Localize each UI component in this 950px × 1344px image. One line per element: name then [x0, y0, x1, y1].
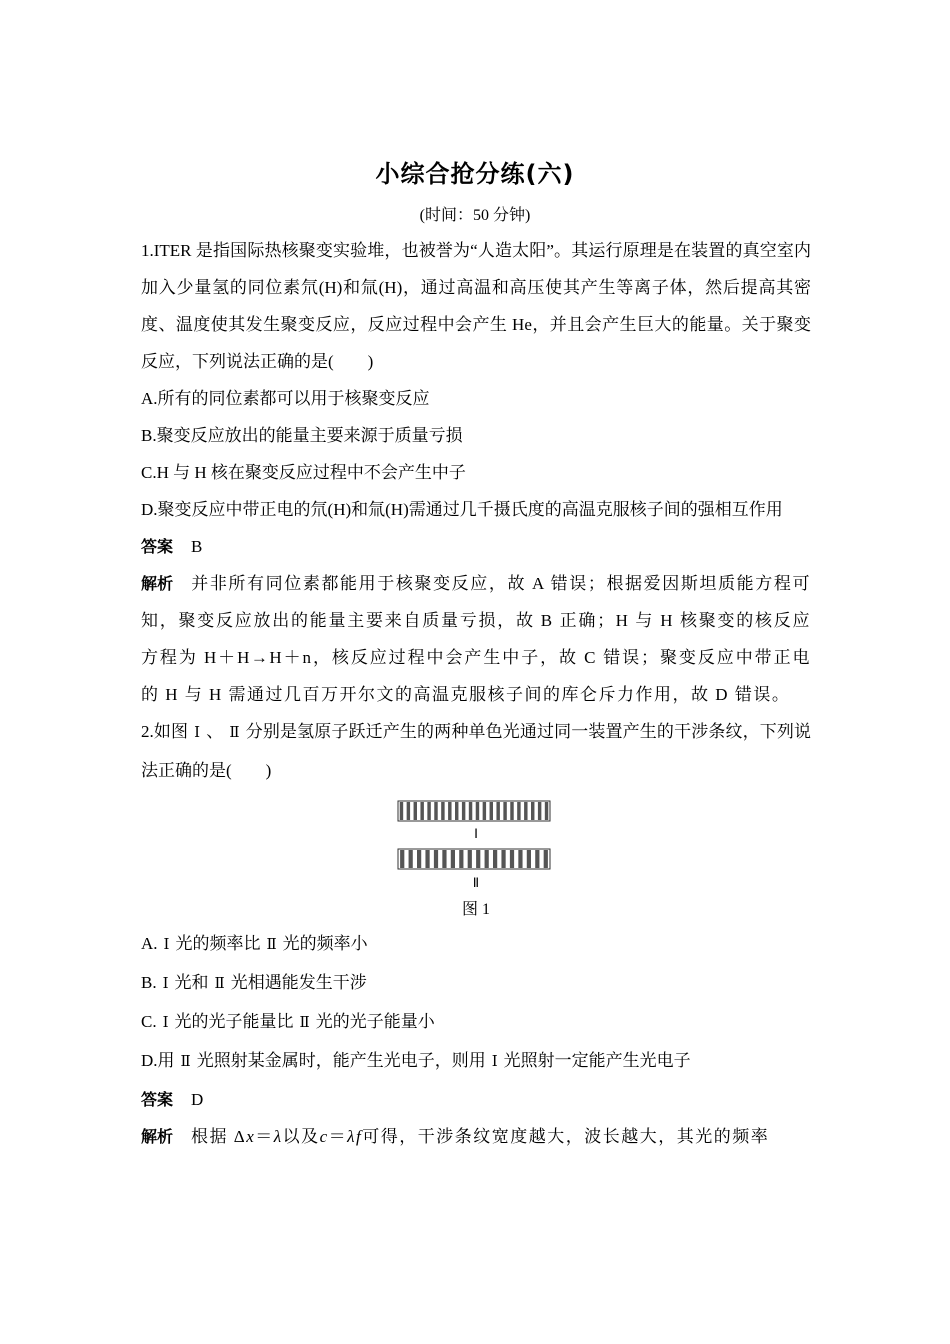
fringe-strip-1-bar	[407, 802, 410, 820]
answer-label: 答案	[141, 537, 174, 556]
q2-answer	[141, 1081, 811, 1118]
opt-roman-2: Ⅱ	[299, 1015, 310, 1031]
q1-stem: 1.ITER 是指国际热核聚变实验堆，也被誉为“人造太阳”。其运行原理是在装置的真空室内加入少量氢的同位素氘(H)和氚(H)，通过高温和高压使其产生等离子体，然后提高其密度、温度使其发生聚变反应，反应过程中会产生 He，并且会产生巨大的能量。关于聚变反应，下列说法正确的是( )	[141, 241, 811, 371]
fringe-strip-1-bar	[510, 802, 513, 820]
opt-mid: 光的频率比	[175, 934, 261, 953]
fringe-strip-2-bar	[527, 850, 531, 868]
fringe-strip-1-bar	[469, 802, 472, 820]
opt-end: 光照射一定能产生光电子	[503, 1051, 691, 1070]
var-lambda: λ	[273, 1127, 283, 1146]
opt-end: 光相遇能发生干涉	[230, 973, 367, 992]
opt-roman-1: Ⅰ	[162, 1015, 169, 1031]
fringe-strip-1-bar	[524, 802, 527, 820]
analysis-part: ＝	[328, 1127, 348, 1146]
opt-prefix: C.	[141, 1012, 157, 1031]
opt-mid: 光照射某金属时，能产生光电子，则用	[196, 1051, 486, 1070]
q1-answer	[141, 528, 811, 565]
opt-end: 光的频率小	[282, 934, 368, 953]
q1-option-c: C.H 与 H 核在聚变反应过程中不会产生中子	[141, 463, 466, 482]
fringe-strip-2	[398, 849, 550, 869]
var-lambda: λ	[347, 1127, 357, 1146]
opt-roman-2: Ⅱ	[214, 976, 225, 992]
fringe-strip-1-bar	[496, 802, 499, 820]
analysis-text	[191, 1127, 769, 1146]
analysis-part: 根据 Δ	[191, 1127, 247, 1146]
q2-analysis	[141, 1118, 811, 1155]
q2-stem-rest: 分别是氢原子跃迁产生的两种单色光通过同一装置产生的干涉条纹，下列说法正确的是( )	[141, 722, 812, 780]
q2-stem-start: 2.如图	[141, 722, 189, 741]
fringe-strip-2-bar	[451, 850, 455, 868]
fringe-strip-2-bar	[400, 850, 404, 868]
fringe-strip-1-bar	[462, 802, 465, 820]
fringe-strip-1-bar	[503, 802, 506, 820]
analysis-part: 可得，干涉条纹宽度越大，波长越大，其光的频率	[362, 1127, 770, 1146]
fringe-strip-1-bar	[427, 802, 430, 820]
fringe-strip-2-bar	[535, 850, 539, 868]
fringe-strip-2-bar	[409, 850, 413, 868]
fringe-strip-1-bar	[448, 802, 451, 820]
q1-option-b: B.聚变反应放出的能量主要来源于质量亏损	[141, 426, 463, 445]
fringe-pattern-image	[396, 797, 556, 893]
fringe-strip-1-bar	[545, 802, 548, 820]
q1-analysis	[141, 565, 811, 713]
q1-option-d: D.聚变反应中带正电的氘(H)和氚(H)需通过几千摄氏度的高温克服核子间的强相互作用	[141, 500, 783, 519]
var-c: c	[319, 1127, 329, 1146]
q2-option-b	[141, 964, 811, 1003]
q2-stem-roman-1: Ⅰ	[194, 725, 201, 741]
fringe-strip-2-bar	[501, 850, 505, 868]
analysis-part: 以及	[282, 1127, 320, 1146]
fringe-label-1: Ⅰ	[474, 826, 478, 841]
analysis-text: 并非所有同位素都能用于核聚变反应，故 A 错误；根据爱因斯坦质能方程可知，聚变反应放出的能量主要来自质量亏损，故 B 正确；H 与 H 核聚变的核反应方程为 H＋H→H＋n，核反应过程中会产生中子，故 C 错误；聚变反应中带正电的 H 与 H 需通过几百万开尔文的高温克服核子间的库仑斥力作用，故 D 错误。	[141, 574, 811, 704]
opt-prefix: A.	[141, 934, 158, 953]
fringe-strip-2-bar	[425, 850, 429, 868]
answer-value: B	[191, 537, 203, 556]
fringe-strip-2-bar	[417, 850, 421, 868]
fringe-strip-2-bar	[476, 850, 480, 868]
q2-stem	[141, 713, 811, 789]
fringe-strip-1-bar	[483, 802, 486, 820]
fringe-strip-2-bar	[485, 850, 489, 868]
opt-roman-1: Ⅰ	[162, 976, 169, 992]
opt-end: 光的光子能量小	[315, 1012, 435, 1031]
fringe-strip-2-bar	[468, 850, 472, 868]
fringe-strip-1-bar	[538, 802, 541, 820]
fringe-strip-1-bar	[420, 802, 423, 820]
page-subtitle: (时间：50 分钟)	[419, 207, 531, 224]
fringe-strip-2-bar	[434, 850, 438, 868]
fringe-strip-2-bar	[493, 850, 497, 868]
fringe-strip-1	[398, 801, 550, 821]
opt-prefix: B.	[141, 973, 157, 992]
opt-roman-1: Ⅱ	[180, 1054, 191, 1070]
fringe-strip-2-bar	[442, 850, 446, 868]
fringe-strip-1-bar	[476, 802, 479, 820]
answer-value: D	[191, 1090, 204, 1109]
var-f: f	[356, 1127, 363, 1146]
q2-option-d	[141, 1042, 811, 1081]
analysis-label: 解析	[141, 574, 174, 593]
opt-roman-2: Ⅱ	[266, 937, 277, 953]
opt-mid: 光和	[174, 973, 209, 992]
content-body	[141, 232, 811, 1155]
opt-roman-2: Ⅰ	[491, 1054, 498, 1070]
fringe-strip-1-bar	[490, 802, 493, 820]
opt-prefix: D.用	[141, 1051, 175, 1070]
figure-caption: 图 1	[461, 901, 490, 918]
fringe-strip-2-bar	[544, 850, 548, 868]
q2-option-a	[141, 925, 811, 964]
q1-option-a: A.所有的同位素都可以用于核聚变反应	[141, 389, 430, 408]
q2-option-c	[141, 1003, 811, 1042]
analysis-part: ＝	[255, 1127, 274, 1146]
fringe-strip-1-bar	[434, 802, 437, 820]
fringe-strip-1-bar	[414, 802, 417, 820]
fringe-strip-1-bar	[531, 802, 534, 820]
q2-stem-roman-2: Ⅱ	[229, 725, 240, 741]
fringe-label-2: Ⅱ	[472, 875, 480, 890]
q2-stem-sep: 、	[206, 722, 224, 741]
var-x: x	[246, 1127, 256, 1146]
interference-figure	[141, 797, 811, 925]
fringe-strip-1-bar	[400, 802, 403, 820]
answer-label: 答案	[141, 1090, 174, 1109]
analysis-label: 解析	[141, 1127, 174, 1146]
opt-roman-1: Ⅰ	[163, 937, 170, 953]
fringe-strip-1-bar	[455, 802, 458, 820]
fringe-strip-2-bar	[510, 850, 514, 868]
fringe-strip-2-bar	[459, 850, 463, 868]
fringe-strip-1-bar	[441, 802, 444, 820]
opt-mid: 光的光子能量比	[174, 1012, 294, 1031]
fringe-strip-2-bar	[518, 850, 522, 868]
fringe-strip-1-bar	[517, 802, 520, 820]
page-title: 小综合抢分练(六)	[375, 160, 575, 188]
